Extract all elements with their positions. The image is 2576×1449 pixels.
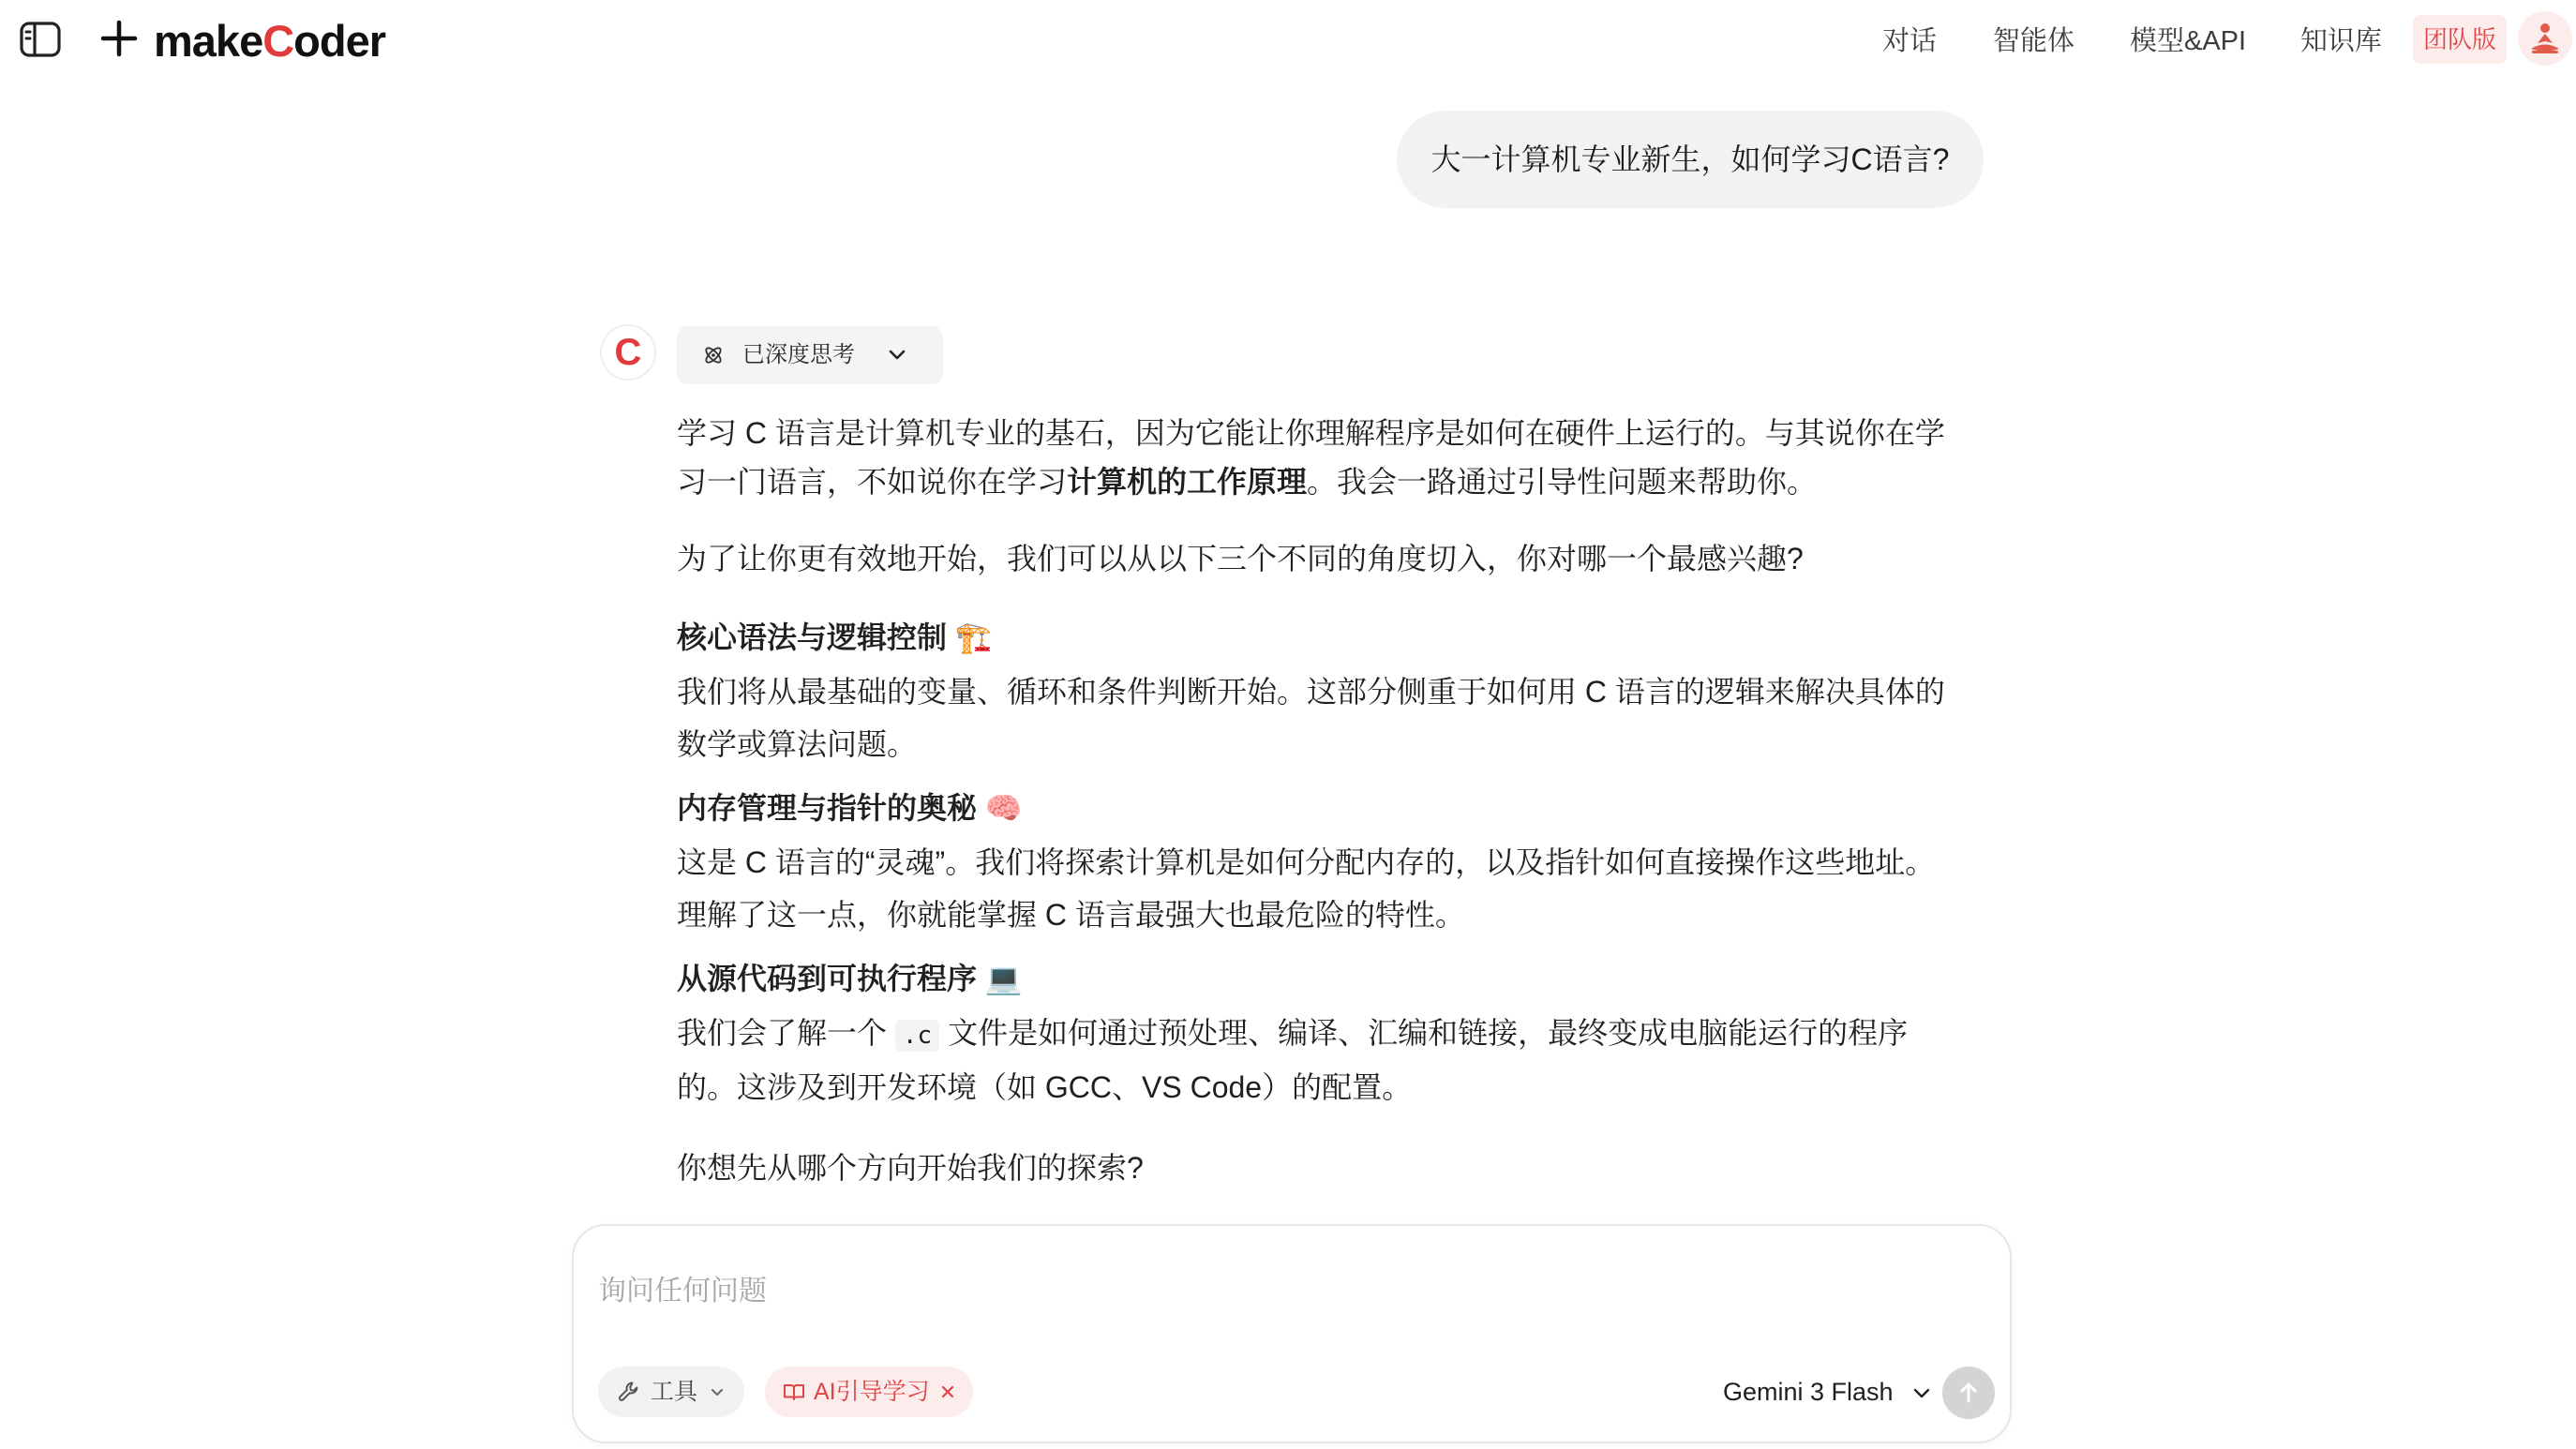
section-text-part: 我们会了解一个 bbox=[677, 1016, 895, 1050]
section-text: 理解了这一点，你就能掌握 C 语言最强大也最危险的特性。 bbox=[677, 898, 1465, 932]
section-text: 我们将从最基础的变量、循环和条件判断开始。这部分侧重于如何用 C 语言的逻辑来解决具体的 bbox=[677, 675, 1945, 709]
app-logo[interactable] bbox=[154, 11, 385, 71]
section-text: 数学或算法问题。 bbox=[677, 727, 918, 761]
top-bar bbox=[0, 0, 2576, 82]
section-title-compile: 从源代码到可执行程序 💻 bbox=[677, 962, 1023, 995]
atom-icon bbox=[701, 343, 726, 367]
chevron-down-icon bbox=[885, 343, 909, 367]
nav-models-api[interactable]: 模型&API bbox=[2130, 26, 2247, 56]
thinking-toggle[interactable] bbox=[677, 326, 943, 384]
answer-bold-text: 计算机的工作原理 bbox=[1067, 465, 1308, 499]
answer-text: 习一门语言，不如说你在学习 bbox=[677, 465, 1068, 499]
answer-paragraph-1-line-2 bbox=[677, 456, 1817, 509]
logo-accent: C bbox=[262, 16, 294, 66]
send-button[interactable] bbox=[1942, 1367, 1995, 1419]
thinking-label: 已深度思考 bbox=[742, 342, 855, 367]
model-label: Gemini 3 Flash bbox=[1723, 1378, 1894, 1406]
answer-paragraph-1-line-1: 学习 C 语言是计算机专业的基石，因为它能让你理解程序是如何在硬件上运行的。与其说你在学 bbox=[677, 416, 1945, 450]
user-avatar[interactable] bbox=[2518, 11, 2572, 66]
wrench-icon bbox=[617, 1380, 641, 1404]
section-text: 的。这涉及到开发环境（如 GCC、VS Code）的配置。 bbox=[677, 1070, 1413, 1104]
section-text: 这是 C 语言的“灵魂”。我们将探索计算机是如何分配内存的，以及指针如何直接操作这些地址。 bbox=[677, 845, 1936, 879]
message-composer bbox=[572, 1224, 2012, 1443]
team-edition-button[interactable]: 团队版 bbox=[2413, 15, 2507, 64]
ai-guided-learning-label: AI引导学习 bbox=[814, 1379, 930, 1405]
book-open-icon bbox=[782, 1380, 806, 1404]
user-message-bubble: 大一计算机专业新生，如何学习C语言? bbox=[1397, 111, 1984, 208]
tools-dropdown-button[interactable] bbox=[598, 1367, 744, 1417]
assistant-avatar: C bbox=[600, 324, 656, 381]
inline-code: .c bbox=[895, 1020, 939, 1052]
chevron-down-icon bbox=[1910, 1382, 1933, 1404]
section-text bbox=[677, 1007, 1908, 1063]
close-icon[interactable] bbox=[937, 1382, 958, 1402]
message-input[interactable] bbox=[598, 1263, 1985, 1320]
answer-text: 。我会一路通过引导性问题来帮助你。 bbox=[1307, 465, 1818, 499]
arrow-up-icon bbox=[1955, 1380, 1982, 1406]
nav-agents[interactable]: 智能体 bbox=[1993, 26, 2075, 56]
logo-prefix: make bbox=[154, 16, 263, 66]
section-title-memory: 内存管理与指针的奥秘 🧠 bbox=[677, 791, 1023, 825]
model-selector[interactable] bbox=[1723, 1367, 1939, 1417]
nav-knowledge-base[interactable]: 知识库 bbox=[2300, 26, 2383, 56]
tools-label: 工具 bbox=[651, 1379, 698, 1405]
nav-chat[interactable]: 对话 bbox=[1882, 26, 1938, 56]
answer-paragraph-2: 为了让你更有效地开始，我们可以从以下三个不同的角度切入，你对哪一个最感兴趣? bbox=[677, 542, 1804, 575]
answer-closing: 你想先从哪个方向开始我们的探索? bbox=[677, 1151, 1144, 1185]
logo-suffix: oder bbox=[293, 16, 386, 66]
section-title-syntax: 核心语法与逻辑控制 🏗️ bbox=[677, 620, 993, 654]
section-text-part: 文件是如何通过预处理、编译、汇编和链接，最终变成电脑能运行的程序 bbox=[939, 1016, 1909, 1050]
sidebar-toggle-icon[interactable] bbox=[19, 21, 62, 58]
plus-icon[interactable] bbox=[97, 17, 141, 60]
meditation-user-icon bbox=[2526, 20, 2564, 57]
chevron-down-icon bbox=[709, 1383, 726, 1400]
ai-guided-learning-chip[interactable] bbox=[765, 1367, 973, 1417]
